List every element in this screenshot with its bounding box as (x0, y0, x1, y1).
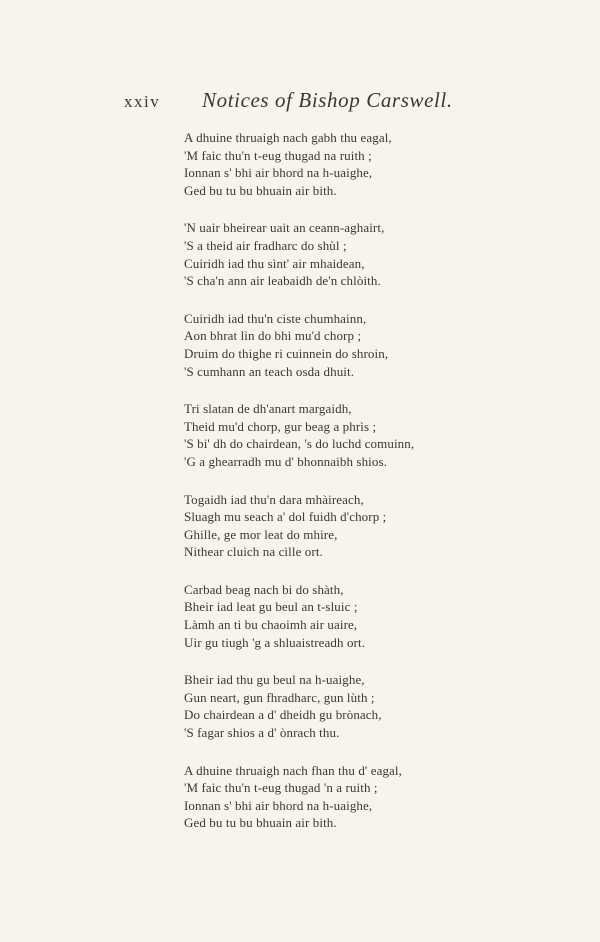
stanza (184, 762, 474, 832)
verse-line: Druim do thighe ri cuinnein do shroin, (184, 345, 389, 361)
page-number: xxiv (124, 92, 161, 111)
poem (184, 129, 474, 852)
stanza (184, 129, 474, 199)
verse-line: Ged bu tu bu bhuain air bith. (184, 815, 337, 831)
verse-line: Bheir iad thu gu beul na h-uaighe, (184, 672, 365, 688)
verse-line: Tri slatan de dh'anart margaidh, (184, 401, 352, 417)
verse-line: Cuiridh iad thu'n ciste chumhainn, (184, 310, 367, 326)
running-title: Notices of Bishop Carswell. (202, 88, 453, 112)
verse-line: 'M faic thu'n t-eug thugad 'n a ruith ; (184, 780, 378, 796)
stanza (184, 400, 474, 470)
stanza (184, 219, 474, 289)
verse-line: Uir gu tiugh 'g a shluaistreadh ort. (184, 634, 366, 650)
stanza (184, 581, 474, 651)
verse-line: 'N uair bheirear uait an ceann-aghairt, (184, 220, 385, 236)
verse-line: 'G a ghearradh mu d' bhonnaibh shios. (184, 453, 387, 469)
verse-line: Làmh an ti bu chaoimh air uaire, (184, 617, 358, 633)
stanza (184, 491, 474, 561)
verse-line: Carbad beag nach bi do shàth, (184, 581, 344, 597)
verse-line: Nithear cluich na cille ort. (184, 544, 323, 560)
verse-line: 'S fagar shios a d' ònrach thu. (184, 725, 340, 741)
verse-line: Ionnan s' bhi air bhord na h-uaighe, (184, 797, 373, 813)
verse-line: Gun neart, gun fhradharc, gun lùth ; (184, 689, 375, 705)
verse-line: Togaidh iad thu'n dara mhàireach, (184, 491, 364, 507)
verse-line: 'S cha'n ann air leabaidh de'n chlòith. (184, 273, 381, 289)
verse-line: Aon bhrat lìn do bhi mu'd chorp ; (184, 328, 362, 344)
verse-line: Bheir iad leat gu beul an t-sluic ; (184, 599, 358, 615)
verse-line: 'S bi' dh do chairdean, 's do luchd comuinn, (184, 436, 415, 452)
verse-line: Ghille, ge mor leat do mhire, (184, 526, 338, 542)
verse-line: A dhuine thruaigh nach gabh thu eagal, (184, 130, 392, 145)
verse-line: Ged bu tu bu bhuain air bith. (184, 182, 337, 198)
verse-line: A dhuine thruaigh nach fhan thu d' eagal, (184, 762, 402, 778)
stanza (184, 310, 474, 380)
verse-line: Cuiridh iad thu sìnt' air mhaidean, (184, 255, 365, 271)
verse-line: 'S a theid air fradharc do shùl ; (184, 237, 347, 253)
verse-line: 'S cumhann an teach osda dhuit. (184, 363, 355, 379)
stanza (184, 671, 474, 741)
verse-line: Theid mu'd chorp, gur beag a phrìs ; (184, 418, 377, 434)
verse-line: 'M faic thu'n t-eug thugad na ruith ; (184, 147, 372, 163)
verse-line: Do chairdean a d' dheidh gu brònach, (184, 707, 382, 723)
verse-line: Sluagh mu seach a' dol fuidh d'chorp ; (184, 509, 387, 525)
verse-line: Ionnan s' bhi air bhord na h-uaighe, (184, 165, 373, 181)
running-head (124, 88, 453, 116)
